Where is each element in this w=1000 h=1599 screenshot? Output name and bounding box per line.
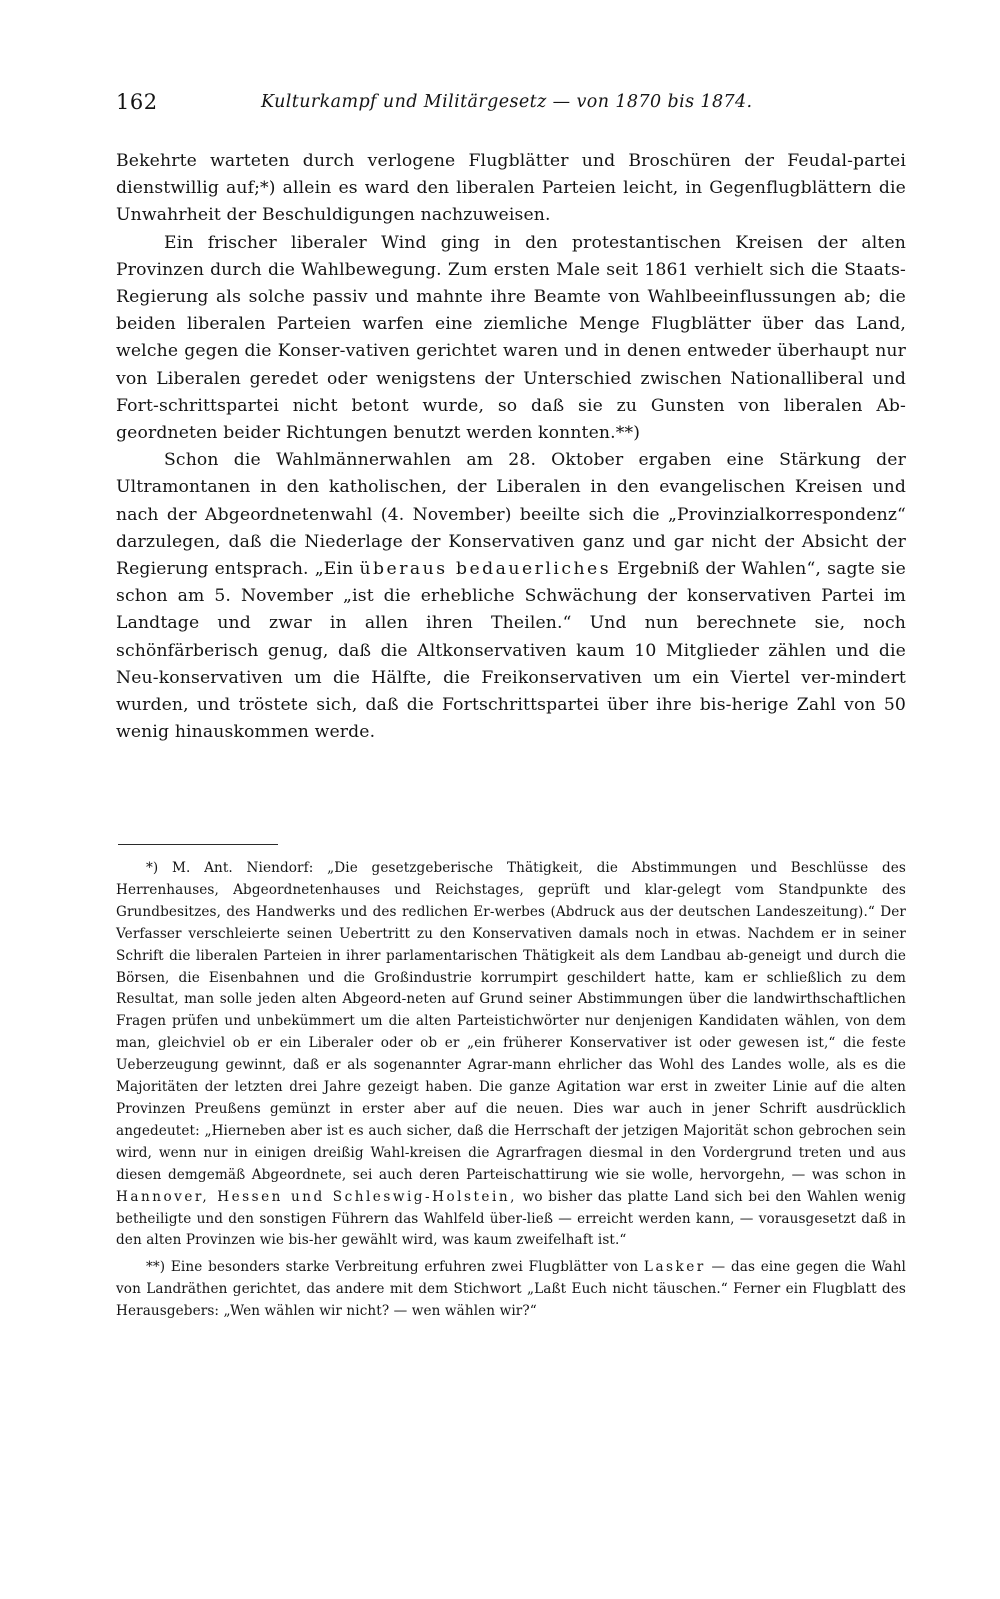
footnote-1-emphasized-provinces: Hannover, Hessen und Schleswig-Holstein, <box>116 1188 517 1205</box>
main-text <box>116 148 906 746</box>
footnote-1 <box>116 858 906 1252</box>
paragraph-2: Ein frischer liberaler Wind ging in den protestantischen Kreisen der alten Provinzen durch die Wahlbewegung. Zum ersten Male seit 1861 verhielt sich die Staats-Regierung als solche passiv und mahnte ihre Beamte von Wahlbeeinflussungen ab; die beiden liberalen Parteien warfen eine ziemliche Menge Flugblätter über das Land, welche gegen die Konser-vativen gerichtet waren und in denen entweder überhaupt nur von Liberalen geredet oder wenigstens der Unterschied zwischen Nationalliberal und Fort-schrittspartei nicht betont wurde, so daß sie zu Gunsten von liberalen Ab-geordneten beider Richtungen benutzt werden konnten.**) <box>116 232 906 444</box>
page-header <box>116 90 908 120</box>
footnote-2-emphasized-name: Lasker <box>643 1259 706 1276</box>
emphasized-quote: überaus bedauerliches <box>359 559 612 580</box>
paragraph-3-text-a: Schon die Wahlmännerwahlen am 28. Oktober ergaben eine Stärkung der Ultramontanen in den katholischen, der Liberalen in den evangelischen Kreisen und nach der Abgeordnetenwahl (4. November) beeilte sich die „Provinzialkorrespondenz“ darzulegen, daß die Niederlage der Konservativen ganz und gar nicht der Absicht der Regierung entsprach. „Ein <box>116 450 906 580</box>
footnote-separator <box>118 844 278 845</box>
footnote-2 <box>116 1257 906 1323</box>
paragraph-3 <box>116 447 906 746</box>
paragraph-1: Bekehrte warteten durch verlogene Flugblätter und Broschüren der Feudal-partei dienstwillig auf;*) allein es ward den liberalen Parteien leicht, in Gegenflugblättern die Unwahrheit der Beschuldigungen nachzuweisen. <box>116 151 906 226</box>
footnote-2-text-b: — das eine gegen die Wahl von Landräthen gerichtet, das andere mit dem Stichwort „Laßt Euch nicht täuschen.“ Ferner ein Flugblatt des Herausgebers: „Wen wählen wir nicht? — wen wählen wir?“ <box>116 1259 907 1320</box>
paragraph-3-text-b: Ergebniß der Wahlen“, sagte sie schon am 5. November „ist die erhebliche Schwächung der konservativen Partei im Landtage und zwar in allen ihren Theilen.“ Und nun berechnete sie, noch schönfärberisch genug, daß die Altkonservativen kaum 10 Mitglieder zählen und die Neu-konservativen um die Hälfte, die Freikonservativen um ein Viertel ver-mindert wurden, und tröstete sich, daß die Fortschrittspartei über ihre bis-herige Zahl von 50 wenig hinauskommen werde. <box>116 559 906 743</box>
page-number: 162 <box>116 90 158 114</box>
running-title: Kulturkampf und Militärgesetz — von 1870 bis 1874. <box>261 92 753 112</box>
footnotes <box>116 858 906 1323</box>
footnote-1-text-a: *) M. Ant. Niendorf: „Die gesetzgeberische Thätigkeit, die Abstimmungen und Beschlüsse des Herrenhauses, Abgeordnetenhauses und Reichstages, geprüft und klar-gelegt vom Standpunkte des Grundbesitzes, des Handwerks und des redlichen Er-werbes (Abdruck aus der deutschen Landeszeitung).“ Der Verfasser verschleierte seinen Uebertritt zu den Konservativen damals noch in etwas. Nachdem er in seiner Schrift die liberalen Parteien in ihrer parlamentarischen Thätigkeit als dem Landbau ab-geneigt und durch die Börsen, die Eisenbahnen und die Großindustrie korrumpirt geschildert hatte, kam er schließlich zu dem Resultat, man solle jeden alten Abgeord-neten auf Grund seiner Abstimmungen über die landwirthschaftlichen Fragen prüfen und unbekümmert um die alten Parteistichwörter nur denjenigen Kandidaten wählen, von dem man, gleichviel ob er ein Liberaler oder ob er „ein früherer Konservativer ist oder gewesen ist,“ die feste Ueberzeugung gewinnt, daß er als sogenannter Agrar-mann ehrlicher das Wohl des Landes wolle, als es die Majoritäten der letzten drei Jahre gezeigt haben. Die ganze Agitation war erst in zweiter Linie auf die alten Provinzen Preußens gemünzt in erster aber auf die neuen. Dies war auch in jener Schrift ausdrücklich angedeutet: „Hierneben aber ist es auch sicher, daß die Herrschaft der jetzigen Majorität schon gebrochen sein wird, wenn nur in einigen dreißig Wahl-kreisen die Agrarfragen diesmal in den Vordergrund treten und aus diesen demgemäß Abgeordnete, sei auch deren Parteischattirung wie sie wolle, hervorgehn, — was schon in <box>116 860 906 1183</box>
footnote-1-text-b: wo bisher das platte Land sich bei den Wahlen wenig betheiligte und den sonstigen Führern das Wahlfeld über-ließ — erreicht werden kann, — vorausgesetzt daß in den alten Provinzen wie bis-her gewählt wird, was kaum zweifelhaft ist.“ <box>116 1188 907 1249</box>
footnote-2-text-a: **) Eine besonders starke Verbreitung erfuhren zwei Flugblätter von <box>146 1259 639 1276</box>
